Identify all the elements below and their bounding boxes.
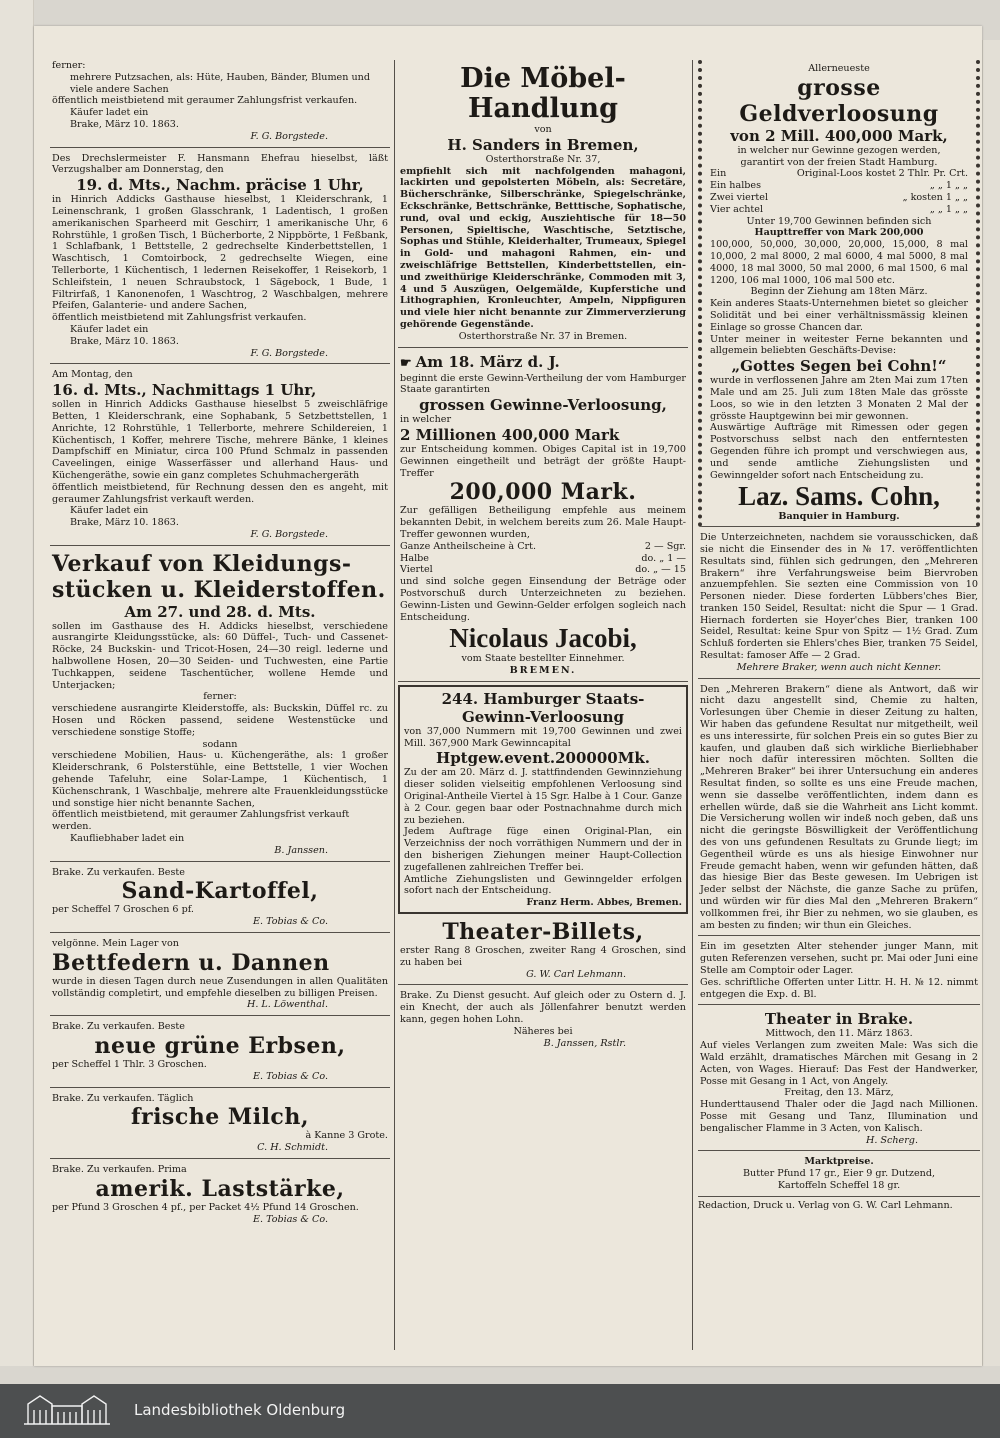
ad-theater-brake [698,1008,980,1151]
ad-text: beginnt die erste Gewinn-Vertheilung der vom Hamburger Staate garantirten [400,372,686,396]
ad-signature: G. W. Carl Lehmann. [526,968,626,980]
ad-title: Theater-Billets, [442,919,644,946]
ad-text: Auswärtige Aufträge mit Rimessen oder gegen Postvorschuss selbst nach den entferntesten Gegenden führe ich prompt und verschwiegen aus, und sende amtliche Ziehungslisten und Gewinngelder sofort nach Entscheidung zu. [710,422,968,481]
ad-text: Brake. Zu Dienst gesucht. Auf gleich oder zu Ostern d. J. ein Knecht, der auch als Jöllenfahrer benutzt werden kann, gegen hohen Lohn. [400,990,686,1026]
ad-text: und sind solche gegen Einsendung der Beträge oder Postvorschuß durch Unterzeichneten zu beziehen. Gewinn-Listen und Gewinn-Gelder erfolgen sogleich nach Entscheidung. [400,576,686,623]
ad-date: Am 27. und 28. d. Mts. [124,602,316,621]
ad-text: Auf vieles Verlangen zum zweiten Male: Was sich die Wald erzählt, dramatisches Märchen mit Gesang in 2 Acten, von Wages. Hierauf: Das Fest der Handwerker, Posse mit Gesang in 1 Act, von Angely. [700,1040,978,1087]
ad-hamburger-staats-verloosung [398,685,688,914]
ad-text: Brake. Zu verkaufen. Täglich [52,1092,194,1104]
ad-date: 16. d. Mts., Nachmittags 1 Uhr, [52,381,317,400]
ad-text: BREMEN. [509,665,577,677]
ad-text: öffentlich meistbietend mit Zahlungsfrist verkaufen. [52,312,307,324]
ad-text: Brake. Zu verkaufen. Beste [52,866,185,878]
ad-headline: Hptgew.event.200000Mk. [436,749,650,768]
ad-text: verschiedene Mobilien, Haus- u. Küchengeräthe, als: 1 großer Kleiderschrank, 6 Polsterstühle, eine Bettstelle, 1 vier Wochen gehende Tafeluhr, eine Solar-Lampe, 1 Küchentisch, 1 Küchenschrank, 1 Waschbalje, mehrere alte Frauenkleidungsstücke und sonstige hier nicht benannte Sachen, [52,750,388,809]
ad-text: Die Unterzeichneten, nachdem sie vorausschicken, daß sie nicht die Einsender des in № 17. veröffentlichten Resultats sind, fühlen sich gedrungen, den „Mehreren Brakern“ ihre Verfahrungsweise beim Biervroben anzuempfehlen. Sie sezten eine Commission von 10 Personen nieder. Diese forderten Lübbers'ches Bier, tranken 150 Seidel, Resultat: nicht die Spur — 1 Grad. Hiernach forderten sie Hoyer'ches Bier, tranken 100 Seidel, Resultat: keine Spur von Spitz — 1½ Grad. Zum Schluß forderten sie Ehlers'ches Bier, tranken 75 Seidel, Resultat: famoser Affe — 2 Grad. [700,532,978,662]
price-label: Vier achtel [710,203,764,215]
ad-title: Bettfedern u. Dannen [52,949,330,976]
ad-monday-auction [50,367,390,545]
ad-signature: C. H. Schmidt. [257,1142,328,1154]
ad-text: empfiehlt sich mit nachfolgenden mahagoni, lackirten und gepolsterten Möbeln, als: Secretäre, Bücherschränke, Silberschränke, Spiegelschränke, Eckschränke, Bettschränke, Betttische, Sophatische, rund, oval und eckig, Ausziehtische für 18—50 Personen, Spieltische, Waschtische, Setztische, Sophas und Stühle, Kleiderhalter, Trumeaux, Spiegel in Gold- und mahagoni Rahmen, ein- und zweischläfrige Bettstellen, Kinderbettstellen, ein- und zweithürige Kleiderschränke, Commoden mit 3, 4 und 5 Auszügen, Oelgemälde, Kupferstiche und Lithographien, Kronleuchter, Ampeln, Nippfiguren und viele hier nicht benannte zur Zimmerverzierung gehörende Gegenstände. [400,165,686,330]
ad-text: Käufer ladet ein [70,107,149,119]
price-label: Halbe [400,552,429,564]
imprint: Redaction, Druck u. Verlag von G. W. Carl Lehmann. [698,1199,953,1211]
ad-title: Gewinn-Verloosung [461,707,625,726]
ad-price: per Pfund 3 Groschen 4 pf., per Packet 4½ Pfund 14 Groschen. [52,1201,359,1213]
ad-text: Brake. Zu verkaufen. Prima [52,1163,187,1175]
ad-sand-kartoffel [50,865,390,933]
ad-headline: grossen Gewinne-Verloosung, [419,396,667,415]
ad-text: Unter 19,700 Gewinnen befinden sich [746,215,932,227]
ad-address: Osterthorstraße Nr. 37 in Bremen. [458,330,628,342]
ad-text: verschiedene ausrangirte Kleiderstoffe, als: Buckskin, Düffel rc. zu Hosen und Röcken passend, seidene Westenstücke und verschiedene sonstige Stoffe; [52,703,388,738]
ad-date: 19. d. Mts., Nachm. präcise 1 Uhr, [76,176,364,195]
ad-text: Ein im gesetzten Alter stehender junger Mann, mit guten Referenzen versehen, sucht pr. Mai oder Juni eine Stelle am Comptoir oder Lager. [700,941,978,976]
ad-text: Den „Mehreren Brakern“ diene als Antwort, daß wir nicht dazu angestellt sind, Chemie zu halten, Vorlesungen über Chemie in dieser Zeitung zu halten, Wir haben das gefundene Resultat nur mitgetheilt, weil es uns interessirte, für solchen Preis ein so gutes Bier zu kaufen, und glauben daß sich wirkliche Bierliebhaber hier noch dafür interessiren möchten. Sollten die „Mehreren Braker“ bei ihrer Untersuchung ein anderes Resultat finden, so sollte es uns eine Freude machen, wenn sie dasselbe veröffentlichten, indem dann es erhellen würde, daß sie die Wahrheit ans Licht kommt. Die Versicherung wollen wir indeß noch geben, daß uns nicht die geringste Böswilligkeit der Veröffentlichung des von uns gefundenen Resultats zu Grunde liegt; im Gegentheil würde es uns als hiesige Einwohner nur Freude gemacht haben, wenn wir gefunden hätten, daß das hiesige Bier das Beste gewesen. Im Uebrigen ist Jeder selbst der Nächste, die ganze Sache zu prüfen, und würden wir für dies Mal den „Mehreren Brakern“ vollkommen frei, ihr Bier zu nehmen, wo sie glauben, es am besten zu finden; wir thun ein Gleiches. [700,683,978,931]
ad-text: öffentlich meistbietend, für Rechnung dessen den es angeht, mit geraumer Zahlungsfrist verkauft werden. [52,481,388,505]
ad-headline: 2 Millionen 400,000 Mark [400,425,620,444]
ad-date: Freitag, den 13. März, [784,1087,894,1099]
ad-title: Die Möbel-Handlung [460,63,626,124]
ad-text: Des Drechslermeister F. Hansmann Ehefrau hieselbst, läßt Verzugshalber am Donnerstag, den [52,152,388,176]
column-3 [698,60,980,1212]
ad-signature: F. G. Borgstede. [250,130,328,142]
ad-text: wurde in verflossenen Jahre am 2ten Mai zum 17ten Male und am 25. Juli zum 18ten Male das grösste Loos, so wie in den letzten 3 Monaten 2 Mal der grösste Hauptgewinn bei mir gewonnen. [710,375,968,422]
library-building-icon [22,1392,112,1426]
ad-text: in welcher nur Gewinne gezogen werden, [737,144,941,156]
price-value: do. „ — 15 [635,564,686,576]
price-value: do. „ 1 — [641,552,686,564]
price-value: 2 — Sgr. [644,540,686,552]
price-value: „ „ 1 „ „ [929,180,968,192]
ad-bier-antwort [698,682,980,937]
ad-text: Hunderttausend Thaler oder die Jagd nach Millionen. Posse mit Gesang und Tanz, Illumination und bengalischer Flamme in 3 Acten, von Kalisch. [700,1099,978,1134]
ad-title: Theater in Brake. [764,1010,914,1029]
ad-text: Zur gefälligen Betheiligung empfehle aus meinem bekannten Debit, in welchem bereits zum 26. Male Haupt-Treffer gewonnen wurden, [400,505,686,540]
ad-text: erster Rang 8 Groschen, zweiter Rang 4 Groschen, sind zu haben bei [400,945,686,968]
ad-signature: B. Janssen. [274,844,328,856]
ad-moebel-handlung [398,62,688,348]
price-value: „ kosten 1 „ „ [902,191,968,203]
ad-text: ferner: [52,60,86,71]
ad-text: Banquier in Hamburg. [778,511,900,523]
ad-text: 100,000, 50,000, 30,000, 20,000, 15,000, 8 mal 10,000, 2 mal 8000, 2 mal 6000, 4 mal 5000, 8 mal 4000, 18 mal 3000, 50 mal 2000, 6 mal 1500, 6 mal 1200, 106 mal 1000, 106 mal 500 etc. [710,239,968,286]
ad-text: in welcher [400,414,452,426]
ad-signature: E. Tobias & Co. [252,916,328,928]
ad-text: Kein anderes Staats-Unternehmen bietet so gleicher Solidität und bei einer verhältnissmässig kleinen Einlage so grosse Chancen dar. [710,298,968,333]
ad-signature: B. Janssen, Rstlr. [543,1037,626,1049]
ad-title: frische Milch, [131,1104,309,1131]
ad-title: amerik. Laststärke, [95,1175,345,1202]
ad-title: Am 18. März d. J. [415,352,560,371]
ad-text: Kaufliebhaber ladet ein [70,833,185,845]
ad-firm: H. Sanders in Bremen, [447,135,639,154]
ad-bettfedern [50,936,390,1016]
ad-signature: H. Scherg. [865,1134,918,1146]
ad-price: per Scheffel 1 Thlr. 3 Groschen. [52,1059,207,1070]
price-value: Original-Loos kostet 2 Thlr. Pr. Crt. [796,168,968,180]
price-label: Zwei viertel [710,191,769,203]
ad-geldverloosung-cohn [698,60,980,527]
ad-signature: F. G. Borgstede. [250,528,328,540]
ad-text: wurde in diesen Tagen durch neue Zusendungen in allen Qualitäten vollständig completirt, und empfehle dieselben zu billigen Preisen. [52,975,388,999]
ad-text: mehrere Putzsachen, als: Hüte, Hauben, Bänder, Blumen und viele andere Sachen [70,71,370,95]
ad-text: Brake, März 10. 1863. [70,335,179,347]
ad-text: von [534,124,552,135]
ad-text: öffentlich meistbietend mit geraumer Zahlungsfrist verkaufen. [52,95,358,107]
ad-putzsachen [50,58,390,148]
ad-text: in Hinrich Addicks Gasthause hieselbst, 1 Kleiderschrank, 1 Leinenschrank, 1 großen Glasschrank, 1 Ladentisch, 1 großen amerikanischen Sparheerd mit Geschirr, 1 amerikanische Uhr, 6 Rohrstühle, 1 großen Tisch, 1 Bücherborte, 2 Nippbörte, 1 Feßbank, 1 Schlafbank, 1 Bettstelle, 2 gedrechselte Kinderbettstellen, 1 Waschtisch, 1 Comtoirbock, 2 gedrechselte Wiegen, eine Tellerborte, 1 Küchentisch, 1 ledernen Reisekoffer, 1 Reisekorb, 1 Schleifstein, 1 neuen Schraubstock, 1 Sägebock, 1 Bude, 1 Filtrirfaß, 1 Kanonenofen, 1 Waschtrog, 2 Waschbalgen, mehrere Pfeifen, Galanterie- und andere Sachen, [52,194,388,312]
ad-text: sollen in Hinrich Addicks Gasthause hieselbst 5 zweischläfrige Betten, 1 Kleiderschrank, eine Sophabank, 5 Setzbettstellen, 1 Anrichte, 12 Rohrstühle, 1 Tellerborte, mehrere Schildereien, 1 Küchentisch, 1 Koffer, mehrere Tische, mehrere Bänke, 1 kleines Dampfschiff en Miniatur, circa 100 Pfund Schmalz in passenden Caveelingen, einige Wasserfässer und allerhand Haus- und Küchengeräthe, sowie ein ganz completes Schuhmachergeräth [52,399,388,481]
ad-text: Unter meiner in weitester Ferne bekannten und allgemein beliebten Geschäfts-Devise: [710,333,968,357]
ad-text: Allerneueste [808,63,870,74]
ad-erbsen [50,1019,390,1087]
ad-text: zur Entscheidung kommen. Obiges Capital ist in 19,700 Gewinnen eingetheilt und beträgt der größte Haupt-Treffer [400,443,686,479]
ad-headline: von 2 Mill. 400,000 Mark, [730,126,948,145]
column-rule [692,60,693,1350]
ad-text: Beginn der Ziehung am 18ten März. [750,286,928,298]
ad-price: per Scheffel 7 Groschen 6 pf. [52,904,194,916]
ad-text: Ges. schriftliche Offerten unter Littr. H. H. № 12. nimmt entgegen die Exp. d. Bl. [700,976,978,1000]
ad-title: Marktpreise. [804,1156,874,1168]
ad-text: Zu der am 20. März d. J. stattfindenden Gewinnziehung dieser soliden vielseitig empfohlenen Verloosung sind Original-Antheile Viertel à 15 Sgr. Halbe à 1 Cour. Ganze à 2 Cour. gegen baar oder Postnachnahme durch mich zu beziehen. [404,767,682,826]
ad-title: Verkauf von Kleidungs- [52,550,352,577]
column-2 [398,62,688,1056]
ad-text: Käufer ladet ein [70,323,149,335]
ad-firm: Nicolaus Jacobi, [449,623,637,654]
ad-signature: E. Tobias & Co. [252,1070,328,1082]
ad-text: sodann [202,738,238,750]
ad-price: à Kanne 3 Grote. [305,1130,388,1142]
ad-text: velgönne. Mein Lager von [52,938,179,950]
price-label: Ein [710,168,727,180]
ad-text: Am Montag, den [52,369,133,381]
ad-text: Jedem Auftrage füge einen Original-Plan, ein Verzeichniss der noch vorräthigen Nummern und der in den bisherigen Ziehungen meiner Haupt-Collection zugefallenen zahlreichen Treffer bei. [404,826,682,873]
ad-date: Mittwoch, den 11. März 1863. [765,1028,913,1040]
price-label: Ganze Antheilscheine à Crt. [400,540,537,552]
ad-headline: Haupttreffer von Mark 200,000 [754,227,924,239]
ad-title: stücken u. Kleiderstoffen. [52,576,386,603]
ad-signature: E. Tobias & Co. [252,1213,328,1225]
library-name[interactable]: Landesbibliothek Oldenburg [134,1401,346,1419]
price-label: Viertel [400,564,433,576]
ad-signature: H. L. Löwenthal. [246,999,328,1011]
ad-title: neue grüne Erbsen, [94,1033,346,1059]
ad-address: Osterthorstraße Nr. 37, [485,153,601,165]
ad-text: Brake, März 10. 1863. [70,118,179,130]
ad-title: 244. Hamburger Staats- [441,689,645,708]
ad-text: garantirt von der freien Stadt Hamburg. [740,156,938,168]
ad-text: ferner: [203,691,237,703]
ad-bier-erklaerung [698,530,980,679]
ad-text: Brake, März 10. 1863. [70,517,179,529]
price-label: Ein halbes [710,180,762,192]
ad-text: Brake. Zu verkaufen. Beste [52,1021,185,1033]
price-value: „ „ 1 „ „ [929,203,968,215]
ad-marktpreise [698,1154,980,1196]
page-edge-left [0,0,34,1366]
ad-firm: Laz. Sams. Cohn, [738,481,940,512]
column-1 [50,58,390,1232]
ad-text: Kartoffeln Scheffel 18 gr. [777,1179,901,1191]
pointing-hand-icon: ☛ [400,355,412,371]
page-edge-right [982,40,1000,1366]
ad-milch [50,1091,390,1159]
ad-laststaerke [50,1162,390,1229]
ad-signature: Franz Herm. Abbes, Bremen. [526,897,682,909]
ad-stellengesuch [698,939,980,1005]
ad-signature: F. G. Borgstede. [250,347,328,359]
ad-kleidungsstuecke [50,549,390,862]
ad-gewinne-verloosung [398,351,688,682]
ad-theater-billets [398,917,688,985]
ad-headline: 200,000 Mark. [449,479,637,506]
ad-text: von 37,000 Nummern mit 19,700 Gewinnen und zwei Mill. 367,900 Mark Gewinncapital [404,725,682,749]
ad-title: grosse Geldverloosung [739,74,939,127]
ad-signature: Mehrere Braker, wenn auch nicht Kenner. [736,661,942,673]
library-footer [0,1384,1000,1438]
ad-title: Sand-Kartoffel, [121,878,319,905]
ad-text: Näheres bei [513,1025,573,1037]
ad-hansmann-auction [50,151,390,365]
ad-knecht-gesucht [398,988,688,1053]
ad-headline: „Gottes Segen bei Cohn!“ [731,357,947,376]
column-rule [394,60,395,1350]
ad-text: sollen im Gasthause des H. Addicks hieselbst, verschiedene ausrangirte Kleidungsstücke, als: 60 Düffel-, Tuch- und Cassenet-Röcke, 24 Buckskin- und Tricot-Hosen, 24—30 reigl. lederne und halbwollene Hosen, 20—30 Seiden- und Tuchwesten, eine Partie Tuchkappen, seidene Taschentücher, wollene Hemde und Unterjacken; [52,620,388,691]
ad-text: Käufer ladet ein [70,505,149,517]
ad-text: Butter Pfund 17 gr., Eier 9 gr. Dutzend, [742,1168,936,1180]
ad-text: Amtliche Ziehungslisten und Gewinngelder erfolgen sofort nach der Entscheidung. [404,873,682,897]
ad-text: öffentlich meistbietend, mit geraumer Zahlungsfrist verkauft werden. [52,809,350,833]
ad-text: vom Staate bestellter Einnehmer. [461,653,625,665]
